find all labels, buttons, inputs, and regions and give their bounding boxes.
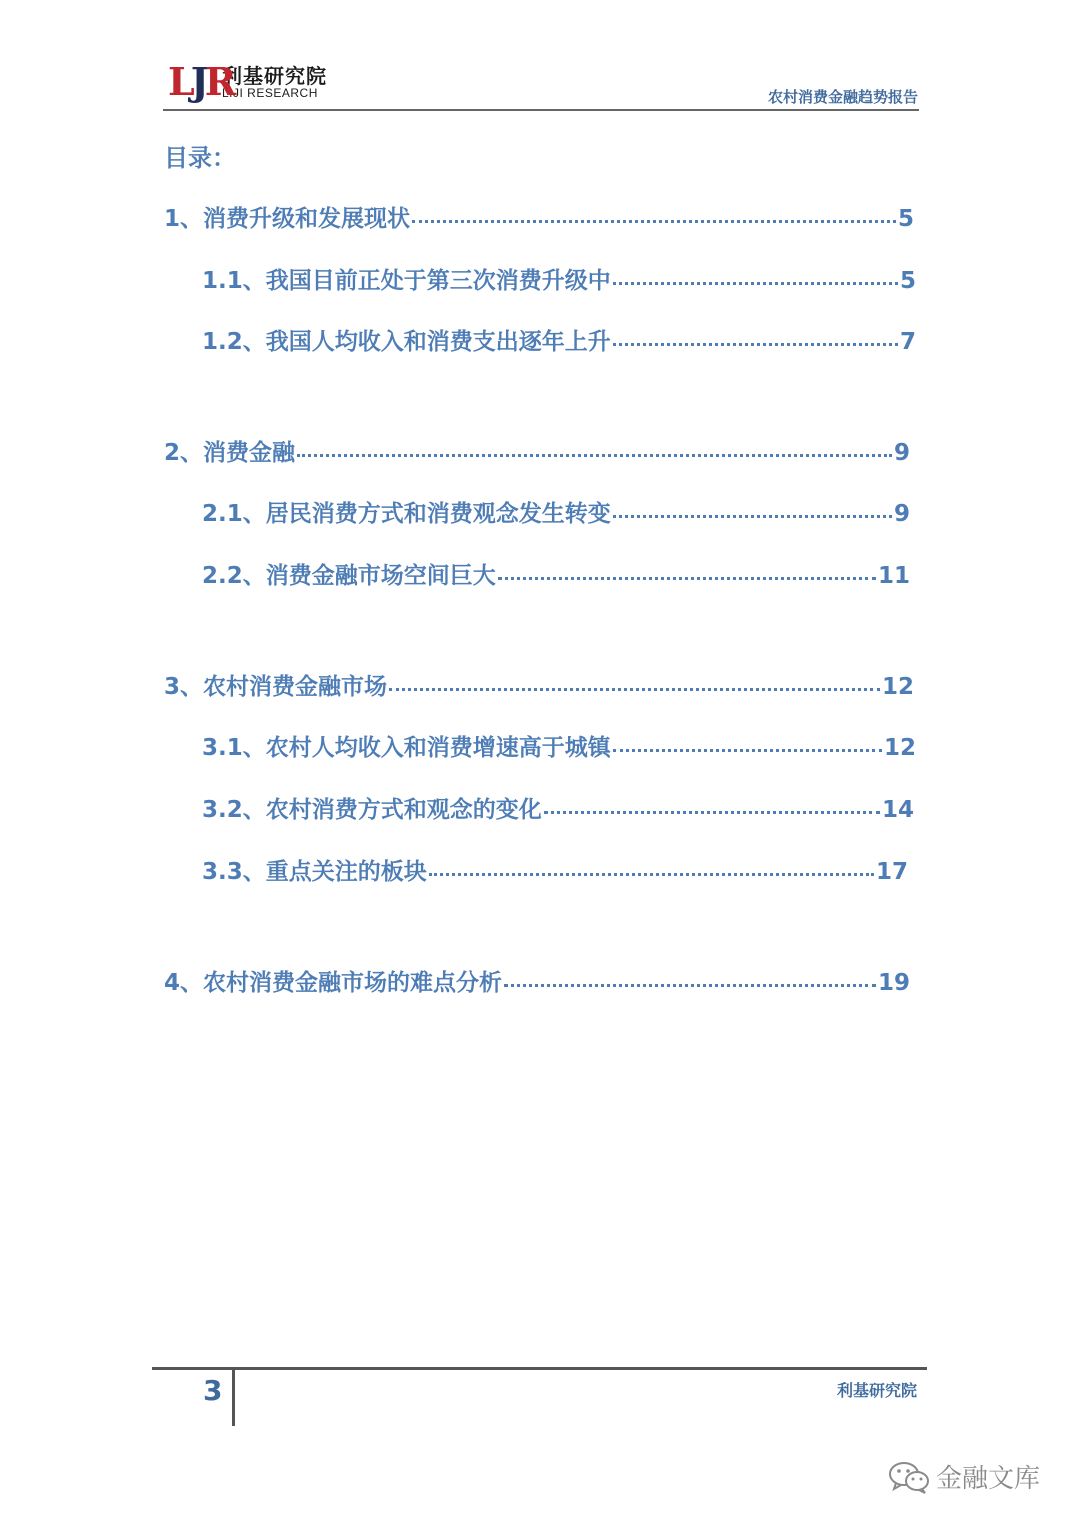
toc-entry-label: 3、农村消费金融市场 xyxy=(164,674,388,700)
toc-entry-page: 7 xyxy=(899,329,916,355)
toc-entry[interactable] xyxy=(202,729,916,762)
footer-vertical-divider xyxy=(232,1370,235,1426)
toc-leader-dots xyxy=(412,220,896,223)
toc-entry-page: 11 xyxy=(877,563,910,589)
toc-leader-dots xyxy=(297,454,892,457)
toc-entry[interactable] xyxy=(202,853,908,886)
toc-entry-page: 17 xyxy=(875,859,908,885)
toc-entry[interactable] xyxy=(164,964,910,997)
toc-entry-label: 2.2、消费金融市场空间巨大 xyxy=(202,563,496,589)
toc-entry-label: 3.1、农村人均收入和消费增速高于城镇 xyxy=(202,735,611,761)
toc-leader-dots xyxy=(613,749,882,752)
toc-entry-label: 4、农村消费金融市场的难点分析 xyxy=(164,970,503,996)
watermark-text: 金融文库 xyxy=(936,1464,1041,1494)
toc-entry[interactable] xyxy=(164,200,914,233)
logo-text xyxy=(222,65,327,100)
toc-entry-page: 14 xyxy=(881,797,914,823)
toc-leader-dots xyxy=(613,282,898,285)
toc-entry-label: 3.2、农村消费方式和观念的变化 xyxy=(202,797,542,823)
toc-entry[interactable] xyxy=(202,791,914,824)
report-title: 农村消费金融趋势报告 xyxy=(767,88,918,106)
toc-entry[interactable] xyxy=(202,262,916,295)
toc-leader-dots xyxy=(389,688,880,691)
footer-divider xyxy=(152,1367,927,1370)
toc-entry-page: 19 xyxy=(877,970,910,996)
toc-entry-label: 1、消费升级和发展现状 xyxy=(164,206,411,232)
toc-leader-dots xyxy=(429,873,874,876)
toc-entry-label: 3.3、重点关注的板块 xyxy=(202,859,427,885)
toc-heading: 目录： xyxy=(164,144,236,172)
footer-org: 利基研究院 xyxy=(836,1381,917,1400)
toc-entry[interactable] xyxy=(202,557,910,590)
toc-entry-page: 5 xyxy=(897,206,914,232)
toc-entry-page: 9 xyxy=(893,440,910,466)
toc-entry[interactable] xyxy=(164,434,910,467)
wechat-icon xyxy=(888,1460,930,1494)
toc-entry-page: 5 xyxy=(899,268,916,294)
toc-entry-label: 1.1、我国目前正处于第三次消费升级中 xyxy=(202,268,611,294)
toc-leader-dots xyxy=(613,343,898,346)
toc-entry-page: 12 xyxy=(881,674,914,700)
toc-entry-page: 12 xyxy=(883,735,916,761)
toc-leader-dots xyxy=(613,515,892,518)
toc-leader-dots xyxy=(544,811,880,814)
logo-en: LIJI RESEARCH xyxy=(222,85,318,100)
toc-leader-dots xyxy=(504,984,876,987)
toc-leader-dots xyxy=(498,577,876,580)
toc-entry-label: 2、消费金融 xyxy=(164,440,296,466)
toc-entry-page: 9 xyxy=(893,501,910,527)
toc-entry[interactable] xyxy=(202,323,916,356)
toc-entry-label: 1.2、我国人均收入和消费支出逐年上升 xyxy=(202,329,611,355)
header-divider xyxy=(163,109,919,111)
logo-cn: 利基研究院 xyxy=(222,63,327,88)
toc-entry-label: 2.1、居民消费方式和消费观念发生转变 xyxy=(202,501,611,527)
toc-entry[interactable] xyxy=(164,668,914,701)
logo xyxy=(168,59,327,104)
toc-entry[interactable] xyxy=(202,495,910,528)
page-number: 3 xyxy=(203,1374,223,1407)
logo-mark-icon: LJR xyxy=(168,59,233,104)
page-header xyxy=(0,0,1080,120)
watermark xyxy=(888,1458,1040,1495)
